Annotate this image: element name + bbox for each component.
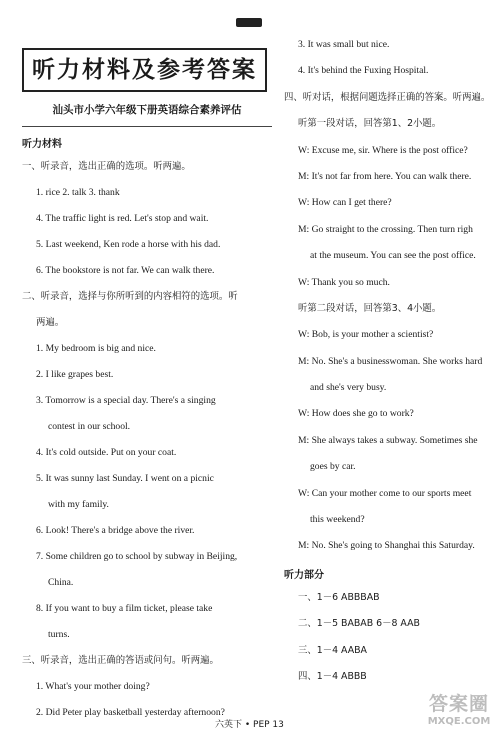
answer-item: 一、1－6 ABBBAB bbox=[298, 591, 380, 603]
header-mark bbox=[236, 18, 262, 27]
list-item: 1. My bedroom is big and nice. bbox=[36, 343, 156, 354]
list-item: 1. rice 2. talk 3. thank bbox=[36, 187, 120, 198]
page-footer: 六英下 • PEP 13 bbox=[215, 720, 284, 730]
watermark-url: MXQE.COM bbox=[427, 716, 491, 727]
answer-item: 三、1－4 AABA bbox=[298, 644, 367, 656]
list-item: contest in our school. bbox=[48, 421, 131, 432]
part3-heading: 三、听录音，选出正确的答语或问句。听两遍。 bbox=[22, 655, 219, 666]
list-item: 7. Some children go to school by subway in Beijing, bbox=[36, 551, 238, 562]
dialogue-line: 听第二段对话，回答第3、4小题。 bbox=[298, 302, 442, 314]
list-item: 4. The traffic light is red. Let's stop and wait. bbox=[36, 213, 209, 224]
list-item: 1. What's your mother doing? bbox=[36, 681, 150, 692]
dialogue-line: this weekend? bbox=[310, 514, 365, 526]
dialogue-line: W: How can I get there? bbox=[298, 197, 392, 209]
page-title: 听力材料及参考答案 bbox=[22, 48, 267, 92]
list-item: 6. Look! There's a bridge above the river. bbox=[36, 525, 195, 536]
title-divider bbox=[22, 126, 272, 127]
dialogue-line: M: She always takes a subway. Sometimes she bbox=[298, 434, 478, 446]
dialogue-line: 听第一段对话，回答第1、2小题。 bbox=[298, 118, 442, 130]
answers-label: 听力部分 bbox=[284, 569, 324, 581]
list-item: with my family. bbox=[48, 499, 109, 510]
part3-items bbox=[22, 680, 272, 719]
left-column bbox=[22, 48, 272, 732]
dialogue-line: M: Go straight to the crossing. Then turn righ bbox=[298, 223, 473, 235]
dialogue-line: 3. It was small but nice. bbox=[298, 39, 390, 50]
watermark-glyphs: 答案圈 bbox=[428, 693, 489, 715]
answer-item: 四、1－4 ABBB bbox=[298, 670, 367, 682]
answer-item: 二、1－5 BABAB 6－8 AAB bbox=[298, 618, 420, 630]
list-item: 2. Did Peter play basketball yesterday afternoon? bbox=[36, 707, 225, 718]
dialogue-line: 4. It's behind the Fuxing Hospital. bbox=[298, 65, 429, 77]
dialogue-line: M: It's not far from here. You can walk there. bbox=[298, 170, 472, 182]
dialogue-line: W: Excuse me, sir. Where is the post office? bbox=[298, 144, 468, 156]
dialogue-line: and she's very busy. bbox=[310, 382, 387, 394]
list-item: 8. If you want to buy a film ticket, please take bbox=[36, 603, 213, 614]
watermark-logo bbox=[420, 692, 498, 736]
list-item: 3. Tomorrow is a special day. There's a singing bbox=[36, 395, 216, 406]
dialogue-line: W: Bob, is your mother a scientist? bbox=[298, 329, 434, 341]
list-item: 5. It was sunny last Sunday. I went on a picnic bbox=[36, 473, 214, 484]
list-item: turns. bbox=[48, 629, 70, 640]
section-label: 听力材料 bbox=[22, 139, 62, 150]
list-item: China. bbox=[48, 577, 74, 588]
dialogue-line: at the museum. You can see the post office. bbox=[310, 250, 476, 262]
part2-heading-line2: 两遍。 bbox=[36, 317, 65, 328]
list-item: 4. It's cold outside. Put on your coat. bbox=[36, 447, 177, 458]
dialogue-line: M: No. She's going to Shanghai this Saturday. bbox=[298, 540, 475, 552]
list-item: 5. Last weekend, Ken rode a horse with his dad. bbox=[36, 239, 221, 250]
dialogue-line: M: No. She's a businesswoman. She works hard bbox=[298, 355, 483, 367]
right-column bbox=[284, 38, 500, 696]
part1-heading: 一、听录音，选出正确的选项。听两遍。 bbox=[22, 161, 191, 172]
list-item: 6. The bookstore is not far. We can walk there. bbox=[36, 265, 215, 276]
part2-items bbox=[22, 342, 272, 641]
dialogue-line: goes by car. bbox=[310, 461, 356, 473]
dialogue-line: W: Can your mother come to our sports meet bbox=[298, 487, 472, 499]
dialogue-line: W: Thank you so much. bbox=[298, 276, 390, 288]
part1-items bbox=[22, 186, 272, 277]
answer-list bbox=[284, 591, 500, 683]
dialogue-line: W: How does she go to work? bbox=[298, 408, 414, 420]
page-subtitle: 汕头市小学六年级下册英语综合素养评估 bbox=[52, 104, 242, 116]
part2-heading-line1: 二、听录音，选择与你所听到的内容相符的选项。听 bbox=[22, 291, 238, 302]
list-item: 2. I like grapes best. bbox=[36, 369, 114, 380]
right-lines bbox=[284, 38, 500, 552]
dialogue-line: 四、听对话，根据问题选择正确的答案。听两遍。 bbox=[284, 91, 491, 103]
